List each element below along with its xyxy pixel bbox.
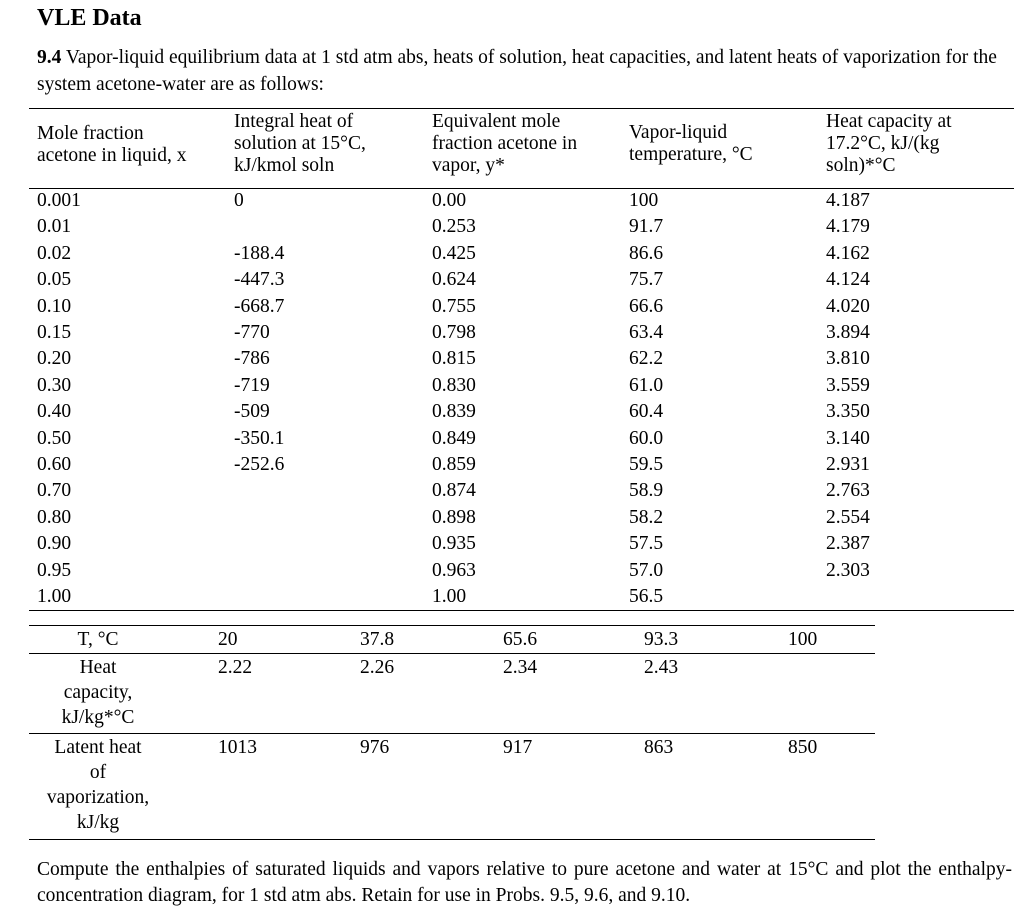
table1-cell: 1.00 bbox=[432, 586, 467, 607]
table1-cell: -509 bbox=[234, 401, 270, 423]
row-temperature-value: 93.3 bbox=[644, 629, 679, 650]
table1-cell: -188.4 bbox=[234, 242, 285, 264]
row-temperature-label bbox=[29, 627, 167, 652]
row-temperature-value: 20 bbox=[218, 629, 238, 650]
header-line: Vapor-liquid bbox=[629, 122, 728, 143]
header-line: 17.2°C, kJ/(kg bbox=[826, 133, 940, 154]
header-heat-capacity bbox=[826, 111, 952, 177]
row-heat-capacity-value: 2.34 bbox=[503, 657, 538, 678]
row-heat-capacity-value: 2.22 bbox=[218, 657, 253, 678]
table1-cell: 0.755 bbox=[432, 295, 476, 317]
table1-cell: 75.7 bbox=[629, 269, 664, 291]
table1-cell: 0.40 bbox=[37, 401, 72, 423]
table1-cell: -668.7 bbox=[234, 295, 285, 317]
table1-cell: 58.2 bbox=[629, 506, 664, 528]
table1-cell: 3.350 bbox=[826, 401, 870, 423]
table2-rule-1 bbox=[29, 653, 875, 654]
table1-cell: 0.874 bbox=[432, 480, 476, 502]
problem-instructions: Compute the enthalpies of saturated liquids and vapors relative to pure acetone and water at 15°C and plot the enthalpy-concentration diagram, for 1 std atm abs. Retain for use in Probs. 9.5, 9.6, and 9.10. bbox=[37, 859, 1012, 906]
table1-cell: 0.830 bbox=[432, 374, 476, 396]
table1-cell: 66.6 bbox=[629, 295, 664, 317]
label-line: T, °C bbox=[77, 629, 119, 650]
table1-cell: 0.15 bbox=[37, 322, 72, 343]
table1-cell: 62.2 bbox=[629, 348, 664, 370]
label-line: Heat bbox=[79, 657, 117, 678]
table1-cell: 2.303 bbox=[826, 559, 870, 581]
table1-cell: 56.5 bbox=[629, 586, 664, 607]
table1-cell: 0.90 bbox=[37, 533, 72, 555]
header-line: Mole fraction bbox=[37, 123, 144, 144]
header-heat-of-solution bbox=[234, 111, 366, 177]
table1-cell: 0.849 bbox=[432, 427, 476, 449]
table1-cell: 91.7 bbox=[629, 216, 664, 238]
header-line: soln)*°C bbox=[826, 155, 896, 176]
row-heat-capacity-value: 2.43 bbox=[644, 657, 679, 678]
header-vapor-mole-fraction bbox=[432, 111, 577, 177]
table1-cell: -350.1 bbox=[234, 427, 285, 449]
header-vle-temperature bbox=[629, 122, 753, 166]
label-line: kJ/kg*°C bbox=[61, 707, 135, 728]
row-latent-heat-value: 863 bbox=[644, 737, 674, 758]
table1-cell: 0.815 bbox=[432, 348, 476, 370]
table1-cell: 4.162 bbox=[826, 242, 870, 264]
label-line: vaporization, bbox=[46, 787, 150, 808]
table1-cell: 0.10 bbox=[37, 295, 72, 317]
table1-cell: 0 bbox=[234, 190, 244, 211]
header-line: kJ/kmol soln bbox=[234, 155, 335, 176]
table1-bottom-rule bbox=[29, 610, 1014, 611]
label-line: capacity, bbox=[63, 682, 133, 703]
table1-top-rule bbox=[29, 108, 1014, 109]
table1-cell: 0.05 bbox=[37, 269, 72, 291]
table1-cell: 0.839 bbox=[432, 401, 476, 423]
row-latent-heat-value: 976 bbox=[360, 737, 390, 758]
table1-cell: 3.140 bbox=[826, 427, 870, 449]
table1-cell: 3.894 bbox=[826, 322, 870, 343]
label-line: of bbox=[89, 762, 107, 783]
table1-cell: 58.9 bbox=[629, 480, 664, 502]
row-latent-heat-value: 1013 bbox=[218, 737, 257, 758]
label-line: kJ/kg bbox=[76, 812, 120, 833]
header-line: Equivalent mole bbox=[432, 111, 561, 132]
table1-cell: 61.0 bbox=[629, 374, 664, 396]
table1-cell: 0.60 bbox=[37, 454, 72, 475]
table1-cell: 0.859 bbox=[432, 454, 476, 475]
header-line: Heat capacity at bbox=[826, 111, 952, 132]
table1-cell: 0.00 bbox=[432, 190, 467, 211]
row-heat-capacity-label bbox=[29, 655, 167, 730]
table1-cell: 0.425 bbox=[432, 242, 476, 264]
row-latent-heat-value: 850 bbox=[788, 737, 818, 758]
table1-cell: 86.6 bbox=[629, 242, 664, 264]
table1-cell: 1.00 bbox=[37, 586, 72, 607]
table1-cell: 0.02 bbox=[37, 242, 72, 264]
table1-cell: 4.020 bbox=[826, 295, 870, 317]
header-line: fraction acetone in bbox=[432, 133, 578, 154]
table1-cell: 3.559 bbox=[826, 374, 870, 396]
table1-cell: 0.898 bbox=[432, 506, 476, 528]
problem-intro bbox=[37, 44, 1012, 98]
table1-cell: 59.5 bbox=[629, 454, 664, 475]
row-temperature-value: 65.6 bbox=[503, 629, 538, 650]
table1-cell: 0.30 bbox=[37, 374, 72, 396]
table2-bottom-rule bbox=[29, 839, 875, 840]
table1-cell: 2.387 bbox=[826, 533, 870, 555]
table1-cell: -770 bbox=[234, 322, 270, 343]
page-title: VLE Data bbox=[37, 5, 142, 31]
table1-cell: 0.95 bbox=[37, 559, 72, 581]
row-latent-heat-value: 917 bbox=[503, 737, 533, 758]
problem-number: 9.4 bbox=[37, 47, 62, 68]
table1-cell: 100 bbox=[629, 190, 659, 211]
table1-cell: 0.253 bbox=[432, 216, 476, 238]
row-temperature-value: 100 bbox=[788, 629, 818, 650]
table1-cell: 60.0 bbox=[629, 427, 664, 449]
table1-cell: 63.4 bbox=[629, 322, 664, 343]
table2-rule-2 bbox=[29, 733, 875, 734]
table1-cell: 60.4 bbox=[629, 401, 664, 423]
table1-cell: 0.20 bbox=[37, 348, 72, 370]
table1-cell: 0.70 bbox=[37, 480, 72, 502]
table1-cell: -786 bbox=[234, 348, 270, 370]
label-line: Latent heat bbox=[54, 737, 142, 758]
table1-cell: 0.01 bbox=[37, 216, 72, 238]
header-line: solution at 15°C, bbox=[234, 133, 366, 154]
table1-cell: 0.50 bbox=[37, 427, 72, 449]
table1-cell: 2.931 bbox=[826, 454, 870, 475]
header-line: vapor, y* bbox=[432, 155, 505, 176]
table1-cell: 0.80 bbox=[37, 506, 72, 528]
table1-cell: 0.001 bbox=[37, 190, 81, 211]
row-latent-heat-label bbox=[29, 735, 167, 835]
table1-cell: 2.554 bbox=[826, 506, 870, 528]
table1-cell: 57.0 bbox=[629, 559, 664, 581]
table1-cell: -447.3 bbox=[234, 269, 285, 291]
table1-cell: 0.798 bbox=[432, 322, 476, 343]
header-line: Integral heat of bbox=[234, 111, 354, 132]
header-line: temperature, °C bbox=[629, 144, 753, 165]
table1-cell: 0.935 bbox=[432, 533, 476, 555]
table1-cell: 57.5 bbox=[629, 533, 664, 555]
row-temperature-value: 37.8 bbox=[360, 629, 395, 650]
header-line: acetone in liquid, x bbox=[37, 145, 187, 166]
table1-cell: 4.179 bbox=[826, 216, 870, 238]
table1-cell: 4.187 bbox=[826, 190, 870, 211]
table1-cell: 2.763 bbox=[826, 480, 870, 502]
table1-cell: -252.6 bbox=[234, 454, 285, 475]
table1-cell: 3.810 bbox=[826, 348, 870, 370]
table1-cell: 4.124 bbox=[826, 269, 870, 291]
table1-cell: 0.963 bbox=[432, 559, 476, 581]
header-mole-fraction bbox=[37, 123, 186, 167]
row-heat-capacity-value: 2.26 bbox=[360, 657, 395, 678]
problem-intro-text: Vapor-liquid equilibrium data at 1 std atm abs, heats of solution, heat capacities, and latent heats of vaporization for the system acetone-water are as follows: bbox=[37, 47, 997, 95]
table2-top-rule bbox=[29, 625, 875, 626]
table1-cell: 0.624 bbox=[432, 269, 476, 291]
table1-cell: -719 bbox=[234, 374, 270, 396]
